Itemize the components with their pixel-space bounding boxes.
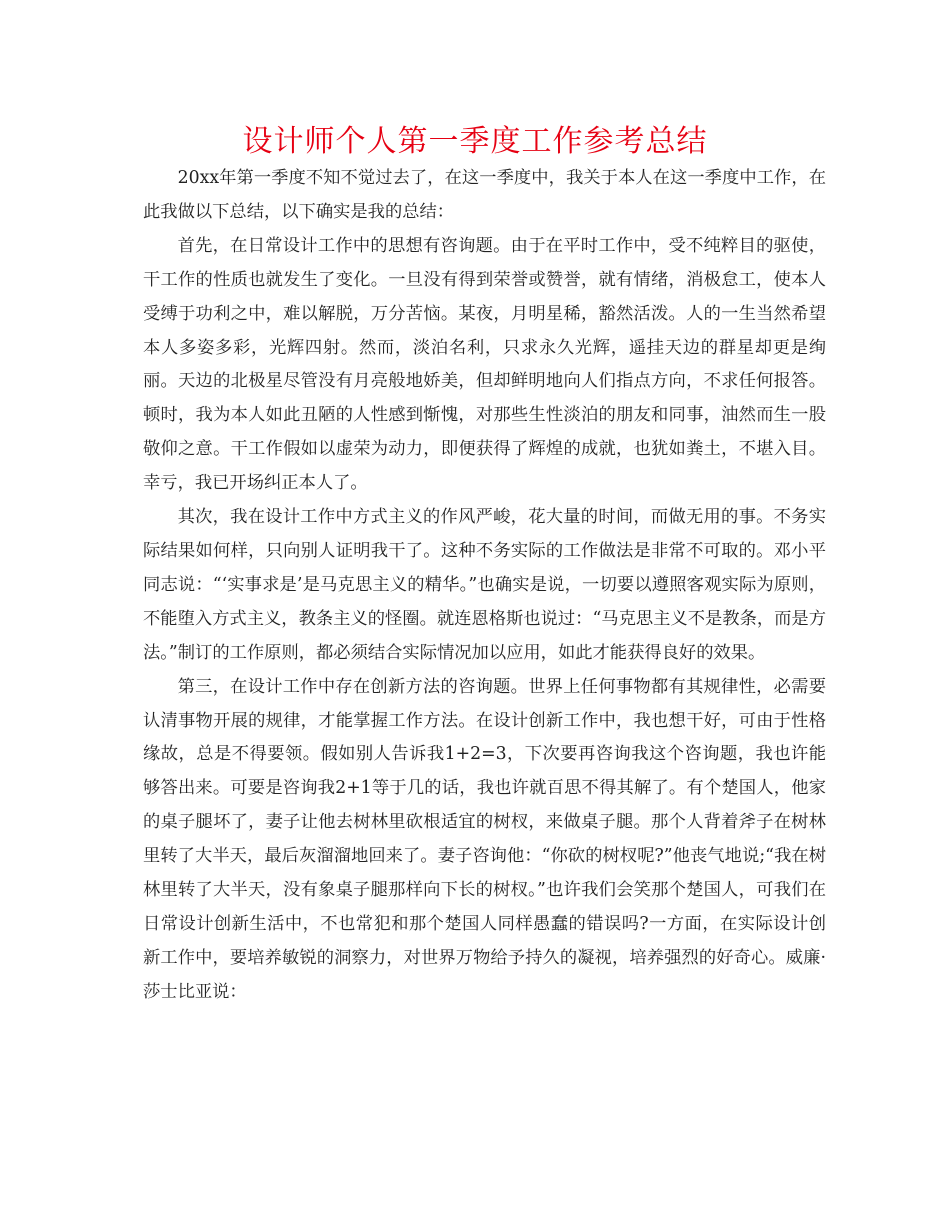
document-body [143, 162, 826, 1010]
paragraph-second-point: 其次，我在设计工作中方式主义的作风严峻，花大量的时间，而做无用的事。不务实际结果如何样，只向别人证明我干了。这种不务实际的工作做法是非常不可取的。邓小平同志说：“‘实事求是’是马克思主义的精华。”也确实是说，一切要以遵照客观实际为原则，不能堕入方式主义，教条主义的怪圈。就连恩格斯也说过：“马克思主义不是教条，而是方法。”制订的工作原则，都必须结合实际情况加以应用，如此才能获得良好的效果。 [143, 507, 826, 663]
paragraph-intro: 20xx年第一季度不知不觉过去了，在这一季度中，我关于本人在这一季度中工作，在此我做以下总结，以下确实是我的总结： [143, 168, 826, 222]
document-title: 设计师个人第一季度工作参考总结 [242, 124, 708, 159]
paragraph-first-point: 首先，在日常设计工作中的思想有咨询题。由于在平时工作中，受不纯粹目的驱使，干工作的性质也就发生了变化。一旦没有得到荣誉或赞誉，就有情绪，消极怠工，使本人受缚于功利之中，难以解脱，万分苦恼。某夜，月明星稀，豁然活泼。人的一生当然希望本人多姿多彩，光辉四射。然而，淡泊名利，只求永久光辉，遥挂天边的群星却更是绚丽。天边的北极星尽管没有月亮般地娇美，但却鲜明地向人们指点方向，不求任何报答。顿时，我为本人如此丑陋的人性感到惭愧，对那些生性淡泊的朋友和同事，油然而生一股敬仰之意。干工作假如以虚荣为动力，即便获得了辉煌的成就，也犹如粪土，不堪入目。幸亏，我已开场纠正本人了。 [143, 235, 826, 494]
paragraph-third-point: 第三，在设计工作中存在创新方法的咨询题。世界上任何事物都有其规律性，必需要认清事物开展的规律，才能掌握工作方法。在设计创新工作中，我也想干好，可由于性格缘故，总是不得要领。假如别人告诉我1+2=3，下次要再咨询我这个咨询题，我也许能够答出来。可要是咨询我2+1等于几的话，我也许就百思不得其解了。有个楚国人，他家的桌子腿坏了，妻子让他去树林里砍根适宜的树杈，来做桌子腿。那个人背着斧子在树林里转了大半天，最后灰溜溜地回来了。妻子咨询他：“你砍的树杈呢?”他丧气地说;“我在树林里转了大半天，没有象桌子腿那样向下长的树杈。”也许我们会笑那个楚国人，可我们在日常设计创新生活中，不也常犯和那个楚国人同样愚蠢的错误吗?一方面，在实际设计创新工作中，要培养敏锐的洞察力，对世界万物给予持久的凝视，培养强烈的好奇心。威廉·莎士比亚说： [143, 676, 826, 1002]
